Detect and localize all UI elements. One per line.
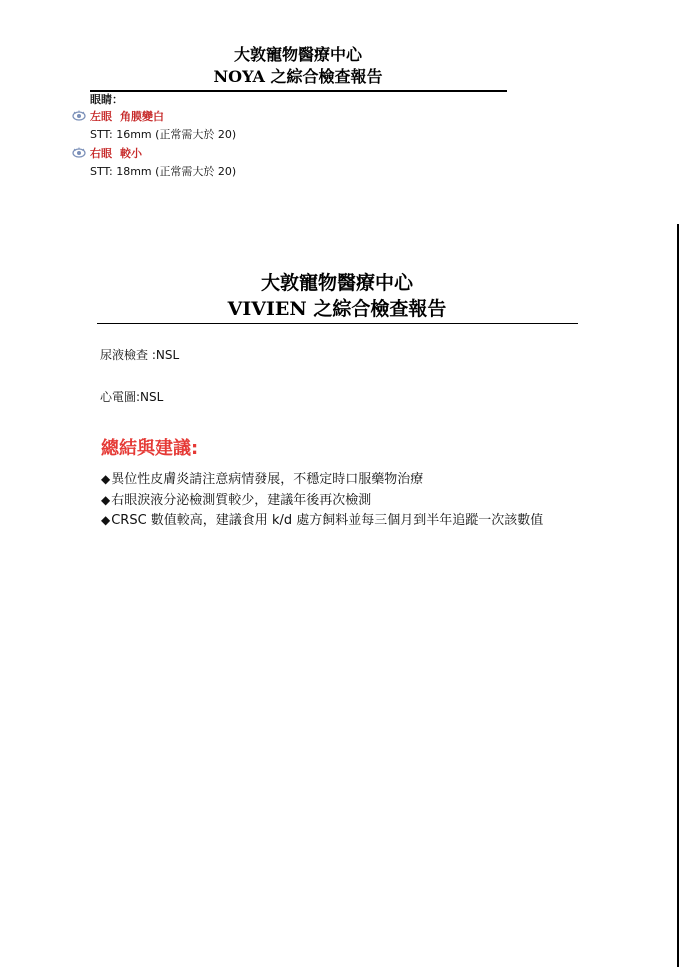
- report1-section-label: 眼睛：: [90, 93, 123, 106]
- eye-icon: [72, 110, 86, 122]
- diamond-bullet-icon: ◆: [101, 493, 111, 507]
- finding-detail: STT: 16mm (正常需大於 20): [90, 128, 237, 141]
- report1-report-title: NOYA 之綜合檢查報告: [213, 67, 383, 86]
- finding-description: 較小: [120, 147, 142, 160]
- recommendation-text: CRSC 數值較高，建議食用 k/d 處方飼料並每三個月到半年追蹤一次該數值: [111, 513, 544, 528]
- finding-detail: STT: 18mm (正常需大於 20): [90, 165, 237, 178]
- finding-name: 左眼: [90, 110, 112, 123]
- finding-description: 角膜變白: [120, 110, 164, 123]
- exam-ecg: 心電圖:NSL: [100, 390, 164, 404]
- report2-header: [97, 270, 577, 322]
- recommendation-text: 異位性皮膚炎請注意病情發展，不穩定時口服藥物治療: [111, 472, 424, 487]
- diamond-bullet-icon: ◆: [101, 472, 111, 486]
- report1-title-rule: [90, 90, 507, 92]
- report1-hospital-name: 大敦寵物醫療中心: [233, 45, 362, 64]
- report2-hospital-name: 大敦寵物醫療中心: [260, 272, 413, 294]
- report1-header: [90, 44, 506, 88]
- recommendation-item: [101, 491, 371, 510]
- recommendation-item: [101, 511, 543, 530]
- page-edge-line: [677, 224, 679, 967]
- finding-left-eye: [72, 109, 164, 125]
- exam-urine: 尿液檢查 :NSL: [100, 348, 180, 362]
- report2-report-title: VIVIEN 之綜合檢查報告: [227, 298, 447, 320]
- finding-name: 右眼: [90, 147, 112, 160]
- diamond-bullet-icon: ◆: [101, 513, 111, 527]
- report2-title-rule: [97, 323, 578, 324]
- finding-right-eye: [72, 146, 142, 162]
- eye-icon: [72, 147, 86, 159]
- summary-heading: 總結與建議:: [101, 438, 199, 459]
- recommendation-item: [101, 470, 423, 489]
- recommendation-text: 右眼淚液分泌檢測質較少，建議年後再次檢測: [111, 493, 372, 508]
